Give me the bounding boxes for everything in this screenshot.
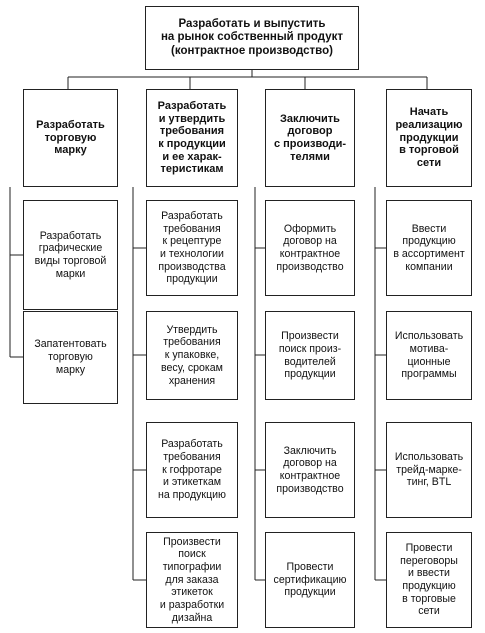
header-start-sales: Начать реализацию продукции в торговой сети [386,89,472,187]
header-product-requirements: Разработать и утвердить требования к продукции и ее харак- теристикам [146,89,238,187]
header-develop-trademark: Разработать торговую марку [23,89,118,187]
task-recipe-requirements: Разработать требования к рецептуре и технологии производства продукции [146,200,238,296]
task-trademark-graphics: Разработать графические виды торговой марки [23,200,118,310]
root-goal-box: Разработать и выпустить на рынок собственный продукт (контрактное производство) [145,6,359,70]
task-find-printing-house: Произвести поиск типографии для заказа этикеток и разработки дизайна [146,532,238,628]
task-add-to-assortment: Ввести продукцию в ассортимент компании [386,200,472,296]
task-certification: Провести сертификацию продукции [265,532,355,628]
task-find-manufacturers: Произвести поиск произ- водителей продукции [265,311,355,400]
task-label-requirements: Разработать требования к гофротаре и этикеткам на продукцию [146,422,238,518]
task-patent-trademark: Запатентовать торговую марку [23,311,118,404]
task-trade-marketing: Использовать трейд-марке- тинг, BTL [386,422,472,518]
task-motivation-programs: Использовать мотива- ционные программы [386,311,472,400]
task-packaging-requirements: Утвердить требования к упаковке, весу, срокам хранения [146,311,238,400]
header-sign-contract: Заключить договор с производи- телями [265,89,355,187]
task-draft-contract: Оформить договор на контрактное производство [265,200,355,296]
task-negotiate-retail: Провести переговоры и ввести продукцию в торговые сети [386,532,472,628]
task-conclude-contract: Заключить договор на контрактное производство [265,422,355,518]
